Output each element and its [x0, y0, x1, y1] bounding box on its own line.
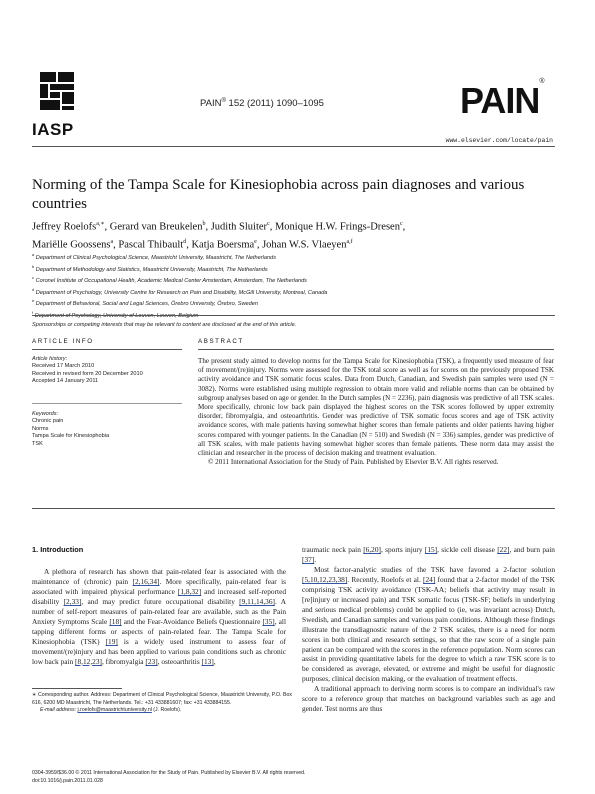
affiliation-text: Coronel Institute of Occupational Health, Academic Medical Center Amsterdam, Amsterdam, The Netherlands	[35, 277, 307, 284]
affiliation-list	[32, 251, 552, 320]
abstract-body	[198, 357, 554, 467]
keyword-item: Norms	[32, 425, 49, 432]
paragraph-text: , fibromyalgia	[101, 656, 146, 666]
author-affil-marker: c	[399, 221, 403, 227]
author-line-2: Mariëlle Goossens$^a$, Pascal Thibault$^d$, Katja Boersma$^e$, Johan W.S. Vlaeyen$^{a,f}$	[32, 238, 353, 250]
history-item: Received in revised form 20 December 2010	[32, 370, 143, 377]
journal-brand	[460, 80, 544, 122]
affiliation-text: Department of Methodology and Statistics, Maastricht University, Maastricht, The Netherlands	[35, 266, 268, 273]
keywords-label: Keywords:	[32, 411, 59, 417]
abstract-text: The present study aimed to develop norms for the Tampa Scale for Kinesiophobia (TSK), a frequently used measure of fear of movement/(re)injury. Norms were assessed for the TSK total score as well as for scores on the previously proposed TSK activity avoidance and TSK somatic focus scales. Data from Dutch, Canadian, and Swedish pain samples were used (N = 3082). Norms were established using multiple regression to obtain more valid and reliable norms than can be obtained by subgroup analyses based on age or gender. In the Dutch samples (N = 2236), pain diagnosis was predictive of all TSK scales. More specifically, chronic low back pain displayed the highest scores on the TSK scores followed by upper extremity disorder, fibromyalgia, and osteoarthritis. Gender was predictive of TSK somatic focus scores and age of TSK activity avoidance scores, with male patients having somewhat higher scores than female patients and older patients having higher scores compared with younger patients. In the Canadian (N = 510) and Swedish (N = 336) samples, gender was predictive of all TSK scales, with male patients having somewhat higher scores than female patients. These norm data may assist the clinician and researcher in the process of decision making and treatment evaluation.	[198, 357, 554, 458]
author-name: Katja Boersma	[191, 239, 255, 250]
paragraph-text: , and may predict future occupational disability	[81, 596, 240, 606]
affiliation-item	[32, 297, 552, 309]
author-affil-marker: b	[202, 221, 206, 227]
article-info-divider	[32, 403, 182, 404]
paragraph-text: found that a 2-factor model of the TSK comprising TSK activity avoidance (TSK-AA; beliefs that activity may result in [re]injury or increased pain) and TSK somatic focus (TSK-SF; beliefs in underlying and serious medical problems) could be applied to (ie, was invariant across) Dutch, Swedish, and Canadian samples and various pain conditions. Although these findings illustrate the transdiagnostic nature of the 2 TSK scales, there is a need for norm scores in both clinical and research settings, so that the raw score of a single pain patient can be compared with the scores in the reference population. Norm scores can assist in providing quantitative labels for the degree to which a raw TSK score is to be considered as average, elevated, or extreme and might be useful for diagnostic purposes, clinical decision making, or the evaluation of treatment effects.	[302, 574, 555, 684]
abstract-rule	[198, 349, 554, 350]
intro-paragraph-1	[32, 567, 286, 667]
affiliation-item	[32, 263, 552, 275]
affiliation-text: Department of Clinical Psychological Science, Maastricht University, Maastricht, The Netherlands	[35, 254, 277, 261]
email-suffix: (J. Roelofs).	[151, 707, 182, 713]
affiliation-text: Department of Psychology, University Centre for Research on Pain and Disability, McGill University, Montreal, Canada	[35, 289, 328, 296]
footnote-rule	[32, 688, 122, 689]
affiliation-marker: e	[32, 298, 35, 304]
paragraph-text: Most factor-analytic studies of the TSK have favored a 2-factor solution	[314, 564, 555, 574]
intro-paragraph-3	[302, 684, 555, 714]
history-label: Article history:	[32, 356, 68, 362]
author-affil-marker: d	[183, 238, 187, 245]
corresponding-footnote	[32, 692, 292, 715]
page-footer	[32, 770, 305, 785]
paragraph-text: A traditional approach to deriving norm scores is to compare an individual's raw score to a reference group that matches on background variables such as age and gender. Test norms are thus	[302, 684, 555, 714]
header-rule	[32, 146, 555, 147]
journal-reg: ®	[221, 98, 226, 104]
reference-link[interactable]: [13]	[201, 656, 214, 666]
author-name: Gerard van Breukelen	[109, 221, 203, 233]
author-name: Jeffrey Roelofs	[32, 221, 97, 233]
reference-link[interactable]: [19]	[105, 636, 118, 646]
reference-link[interactable]: [6,20]	[363, 545, 381, 554]
affiliation-rule	[32, 315, 555, 316]
journal-name: PAIN	[200, 98, 222, 110]
author-affil-marker: c	[267, 221, 270, 227]
paragraph-text: ,	[213, 656, 216, 666]
keyword-item: TSK	[32, 440, 43, 447]
affiliation-marker: b	[32, 263, 35, 269]
affiliation-text: Department of Psychology, University of Leuven, Leuven, Belgium	[34, 312, 199, 319]
article-title: Norming of the Tampa Scale for Kinesiophobia across pain diagnoses and various countries	[32, 177, 525, 212]
reference-link[interactable]: [24]	[423, 574, 436, 584]
brand-reg: ®	[539, 78, 544, 85]
paragraph-text: .	[314, 554, 317, 564]
affiliation-item	[32, 274, 552, 286]
reference-link[interactable]: [35]	[262, 616, 275, 626]
keyword-item: Tampa Scale for Kinesiophobia	[32, 433, 110, 440]
reference-link[interactable]: [15]	[424, 545, 438, 554]
paragraph-text: , sickle cell disease	[437, 545, 498, 554]
journal-url[interactable]: www.elsevier.com/locate/pain	[445, 137, 553, 144]
paragraph-text: and increased self-reported disability	[32, 586, 287, 606]
paragraph-text: A plethora of research has shown that pain-related fear is associated with the maintenance of (chronic) pain	[32, 566, 286, 586]
paragraph-text: . More specifically, pain-related fear is associated with impaired physical performance	[32, 576, 286, 596]
history-item: Received 17 March 2010	[32, 363, 95, 370]
article-info-rule	[32, 349, 182, 350]
history-item: Accepted 14 January 2011	[32, 378, 99, 385]
author-line-1: Jeffrey Roelofs$^{a,∗}$, Gerard van Breukelen$^b$, Judith Sluiter$^c$, Monique H.W. Frings-Dresen$^c$,	[32, 221, 406, 233]
intro-paragraph-1-cont	[302, 545, 555, 565]
left-column	[32, 545, 286, 666]
paragraph-text: , osteoarthritis	[157, 656, 202, 666]
journal-citation	[200, 98, 324, 109]
author-name: Monique H.W. Frings-Dresen	[274, 221, 400, 233]
history-list	[32, 363, 182, 385]
abstract-end-rule	[32, 508, 555, 509]
paragraph-text: . A number of self-report measures of pain-related fear are available, such as the Pain Anxiety Symptoms Scale	[32, 596, 286, 626]
affiliation-marker: f	[32, 309, 34, 315]
article-info-heading: ARTICLE INFO	[32, 338, 94, 345]
paragraph-text: is a widely used instrument to assess fear of movement/(re)injury and has been applied to various pain conditions such as chronic low back pain	[32, 636, 286, 666]
author-name: Mariëlle Goossens	[32, 239, 111, 250]
author-affil-marker: a	[110, 238, 114, 245]
paragraph-text: , and burn pain	[509, 545, 555, 554]
reference-link[interactable]: [18]	[109, 616, 122, 626]
author-affil-marker: a,f	[346, 238, 353, 245]
affiliation-marker: a	[32, 252, 35, 257]
affiliation-text: Department of Behavioral, Social and Legal Sciences, Örebro University, Örebro, Sweden	[35, 301, 259, 308]
reference-link[interactable]: [5,10,12,23,38]	[302, 574, 348, 584]
abstract-heading: ABSTRACT	[198, 338, 244, 345]
paragraph-text: traumatic neck pain	[302, 545, 364, 554]
section-heading-introduction: 1. Introduction	[32, 545, 84, 554]
abstract-copyright: © 2011 International Association for the Study of Pain. Published by Elsevier B.V. All rights reserved.	[208, 458, 499, 467]
author-list	[32, 217, 552, 252]
reference-link[interactable]: [2,33]	[63, 596, 82, 606]
author-affil-marker: e	[254, 238, 257, 245]
reference-link[interactable]: [8,12,23]	[75, 656, 102, 666]
article-history	[32, 356, 182, 386]
reference-link[interactable]: [1,8,32]	[177, 586, 202, 596]
sponsorship-note: Sponsorships or competing interests that may be relevant to content are disclosed at the end of this article.	[32, 322, 297, 328]
affiliation-item	[32, 286, 552, 298]
reference-link[interactable]: [37]	[302, 554, 315, 564]
email-line	[32, 707, 292, 715]
doi-link[interactable]: doi:10.1016/j.pain.2011.01.028	[32, 777, 103, 784]
email-label: E-mail address:	[40, 707, 77, 713]
paragraph-text: and the Fear-Avoidance Beliefs Questionnaire	[121, 616, 263, 626]
affiliation-marker: d	[32, 286, 35, 292]
reference-link[interactable]: [23]	[145, 656, 158, 666]
author-name: Judith Sluiter	[210, 221, 268, 233]
author-affil-marker: a,∗	[96, 221, 105, 227]
paragraph-text: . Recently, Roelofs et al.	[347, 574, 424, 584]
affiliation-marker: c	[32, 275, 34, 281]
reference-link[interactable]: [22]	[497, 545, 510, 554]
right-column	[302, 545, 555, 714]
reference-link[interactable]: [9,11,14,36]	[239, 596, 275, 606]
affiliation-item	[32, 251, 552, 263]
journal-volume: 152 (2011) 1090–1095	[228, 98, 324, 110]
corresponding-author: ∗ Corresponding author. Address: Department of Clinical Psychological Science, Maastricht University, P.O. Box 616, 6200 MD Maastricht, The Netherlands. Tel.: +31 433881607; fax: +31 433884155.	[32, 692, 292, 706]
brand-text: PAIN	[460, 80, 540, 121]
keywords-block	[32, 411, 182, 448]
iasp-label: IASP	[32, 120, 74, 139]
author-name: Pascal Thibault	[118, 239, 184, 250]
keywords-list	[32, 418, 182, 448]
paragraph-text: , sports injury	[380, 545, 425, 554]
email-link[interactable]: j.roelofs@maastrichtuniversity.nl	[77, 707, 152, 713]
author-name: Johan W.S. Vlaeyen	[262, 239, 347, 250]
intro-paragraph-2	[302, 565, 555, 684]
reference-link[interactable]: [2,16,34]	[132, 576, 160, 586]
paragraph-text: , all tapping different forms or aspects of pain-related fear. The Tampa Scale for Kinesiophobia (TSK)	[32, 616, 286, 646]
issn-copyright: 0304-3959/$36.00 © 2011 International Association for the Study of Pain. Published by Elsevier B.V. All rights reserved.	[32, 770, 306, 776]
iasp-logo	[36, 70, 78, 114]
keyword-item: Chronic pain	[32, 418, 64, 425]
